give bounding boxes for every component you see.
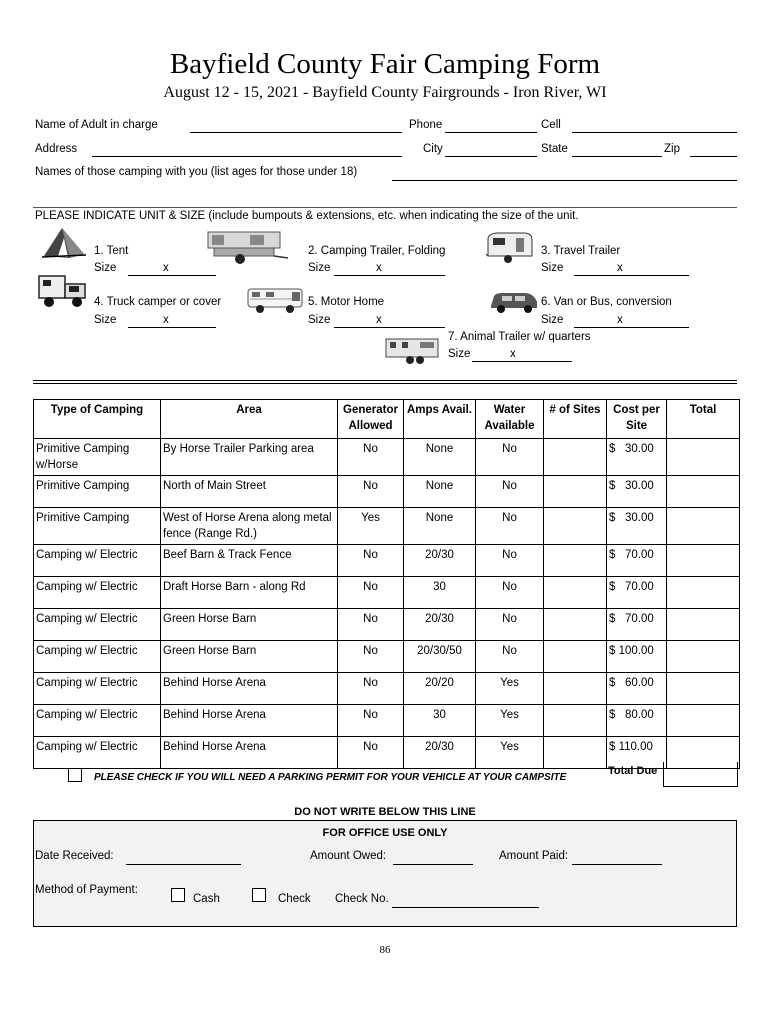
unit-2-label: 2. Camping Trailer, Folding <box>308 245 446 257</box>
cell-amps: 20/30 <box>404 737 476 769</box>
unit-instruction: PLEASE INDICATE UNIT & SIZE (include bumpouts & extensions, etc. when indicating the size of the unit. <box>35 210 579 222</box>
phone-label: Phone <box>409 119 443 131</box>
cell-generator: No <box>338 705 404 737</box>
form-title: Bayfield County Fair Camping Form <box>169 48 601 80</box>
cell-amps: 20/30/50 <box>404 641 476 673</box>
amount-paid-field[interactable] <box>572 864 662 865</box>
amount-owed-label: Amount Owed: <box>310 850 387 862</box>
check-no-label: Check No. <box>335 893 389 905</box>
cell-sites[interactable] <box>544 641 607 673</box>
table-row <box>34 577 740 609</box>
header-amps: Amps Avail. <box>404 400 476 439</box>
cell-water: Yes <box>476 737 544 769</box>
table-row <box>34 673 740 705</box>
amount-owed-field[interactable] <box>393 864 473 865</box>
cell-sites[interactable] <box>544 439 607 476</box>
unit-7-label: 7. Animal Trailer w/ quarters <box>448 331 591 343</box>
cell-sites[interactable] <box>544 476 607 508</box>
table-header-row <box>34 400 740 439</box>
unit-1-size-label: Size <box>94 262 117 274</box>
table-row <box>34 609 740 641</box>
unit-2-x: x <box>376 262 382 274</box>
do-not-write-label: DO NOT WRITE BELOW THIS LINE <box>294 806 476 818</box>
cell-type: Primitive Camping w/Horse <box>34 439 161 476</box>
method-label: Method of Payment: <box>35 884 138 896</box>
unit-5-size-label: Size <box>308 314 331 326</box>
cell-cost: $ 110.00 <box>607 737 667 769</box>
cell-amps: 20/20 <box>404 673 476 705</box>
address-label: Address <box>35 143 78 155</box>
unit-6-size-label: Size <box>541 314 564 326</box>
cell-total[interactable] <box>667 439 740 476</box>
cell-cost: $ 100.00 <box>607 641 667 673</box>
cell-water: No <box>476 476 544 508</box>
table-row <box>34 476 740 508</box>
cell-generator: No <box>338 545 404 577</box>
header-total: Total <box>667 400 740 439</box>
cell-amps: None <box>404 439 476 476</box>
van-icon <box>488 290 540 314</box>
cell-area: Green Horse Barn <box>161 609 338 641</box>
header-sites: # of Sites <box>544 400 607 439</box>
cell-water: No <box>476 439 544 476</box>
cell-total[interactable] <box>667 545 740 577</box>
cell-water: No <box>476 508 544 545</box>
amount-paid-label: Amount Paid: <box>499 850 569 862</box>
divider <box>33 207 737 208</box>
parking-permit-checkbox[interactable] <box>68 768 82 782</box>
cell-type: Camping w/ Electric <box>34 673 161 705</box>
cell-total[interactable] <box>667 476 740 508</box>
name-label: Name of Adult in charge <box>35 119 158 131</box>
cell-cost: $ 70.00 <box>607 609 667 641</box>
cell-total[interactable] <box>667 577 740 609</box>
check-label: Check <box>278 893 311 905</box>
double-rule-bottom <box>33 383 737 384</box>
cell-type: Camping w/ Electric <box>34 737 161 769</box>
animal-trailer-icon <box>382 333 442 365</box>
page-number: 86 <box>379 944 391 956</box>
travel-trailer-icon <box>484 230 536 266</box>
unit-5-label: 5. Motor Home <box>308 296 385 308</box>
cell-cost: $ 30.00 <box>607 508 667 545</box>
table-row <box>34 545 740 577</box>
unit-3-x: x <box>617 262 623 274</box>
cell-area: North of Main Street <box>161 476 338 508</box>
cell-water: Yes <box>476 673 544 705</box>
unit-7-size-label: Size <box>448 348 471 360</box>
cash-checkbox[interactable] <box>171 888 185 902</box>
cell-total[interactable] <box>667 673 740 705</box>
state-label: State <box>541 143 568 155</box>
cell-area: Behind Horse Arena <box>161 673 338 705</box>
cell-type: Primitive Camping <box>34 476 161 508</box>
unit-1-x: x <box>163 262 169 274</box>
cell-area: West of Horse Arena along metal fence (Range Rd.) <box>161 508 338 545</box>
cell-type: Camping w/ Electric <box>34 577 161 609</box>
unit-2-size-field[interactable] <box>334 275 445 276</box>
double-rule-top <box>33 380 737 381</box>
cell-total[interactable] <box>667 508 740 545</box>
table-row <box>34 508 740 545</box>
header-water: Water Available <box>476 400 544 439</box>
cell-label: Cell <box>541 119 561 131</box>
cell-water: No <box>476 641 544 673</box>
cell-generator: No <box>338 476 404 508</box>
cell-area: Draft Horse Barn - along Rd <box>161 577 338 609</box>
parking-permit-label: PLEASE CHECK IF YOU WILL NEED A PARKING PERMIT FOR YOUR VEHICLE AT YOUR CAMPSITE <box>94 772 567 783</box>
cell-amps: None <box>404 476 476 508</box>
cell-cost: $ 80.00 <box>607 705 667 737</box>
zip-label: Zip <box>664 143 680 155</box>
names-field[interactable] <box>392 180 737 181</box>
folding-trailer-icon <box>204 228 290 266</box>
unit-6-x: x <box>617 314 623 326</box>
table-row <box>34 641 740 673</box>
cell-generator: No <box>338 439 404 476</box>
header-area: Area <box>161 400 338 439</box>
cell-cost: $ 30.00 <box>607 476 667 508</box>
cell-sites[interactable] <box>544 673 607 705</box>
cell-generator: No <box>338 641 404 673</box>
date-received-label: Date Received: <box>35 850 114 862</box>
cell-total[interactable] <box>667 609 740 641</box>
cell-sites[interactable] <box>544 508 607 545</box>
total-due-label: Total Due <box>608 765 658 777</box>
cell-water: No <box>476 577 544 609</box>
unit-6-label: 6. Van or Bus, conversion <box>541 296 672 308</box>
unit-1-label: 1. Tent <box>94 245 129 257</box>
city-field[interactable] <box>445 156 537 157</box>
cell-water: No <box>476 545 544 577</box>
header-type: Type of Camping <box>34 400 161 439</box>
unit-4-label: 4. Truck camper or cover <box>94 296 222 308</box>
cell-amps: 30 <box>404 705 476 737</box>
camping-table <box>33 399 740 769</box>
cell-cost: $ 60.00 <box>607 673 667 705</box>
cell-amps: 20/30 <box>404 609 476 641</box>
cell-total[interactable] <box>667 641 740 673</box>
cell-type: Camping w/ Electric <box>34 705 161 737</box>
cell-generator: No <box>338 673 404 705</box>
unit-1-size-field[interactable] <box>128 275 216 276</box>
cell-generator: No <box>338 577 404 609</box>
city-label: City <box>423 143 443 155</box>
cell-type: Camping w/ Electric <box>34 641 161 673</box>
truck-camper-icon <box>36 272 90 310</box>
unit-7-x: x <box>510 348 516 360</box>
tent-icon <box>40 224 88 260</box>
cell-type: Camping w/ Electric <box>34 545 161 577</box>
cell-sites[interactable] <box>544 545 607 577</box>
cell-area: Beef Barn & Track Fence <box>161 545 338 577</box>
unit-4-size-label: Size <box>94 314 117 326</box>
cell-amps: 20/30 <box>404 545 476 577</box>
cell-total[interactable] <box>667 705 740 737</box>
address-field[interactable] <box>92 156 402 157</box>
table-row <box>34 705 740 737</box>
unit-3-size-label: Size <box>541 262 564 274</box>
unit-5-size-field[interactable] <box>334 327 445 328</box>
cell-area: Behind Horse Arena <box>161 705 338 737</box>
check-no-field[interactable] <box>392 907 539 908</box>
form-subtitle: August 12 - 15, 2021 - Bayfield County Fairgrounds - Iron River, WI <box>163 84 607 101</box>
zip-field[interactable] <box>690 156 737 157</box>
cell-cost: $ 30.00 <box>607 439 667 476</box>
office-title: FOR OFFICE USE ONLY <box>322 827 448 839</box>
cell-type: Primitive Camping <box>34 508 161 545</box>
cell-area: Behind Horse Arena <box>161 737 338 769</box>
cell-amps: 30 <box>404 577 476 609</box>
unit-3-label: 3. Travel Trailer <box>541 245 621 257</box>
cell-generator: No <box>338 609 404 641</box>
unit-4-size-field[interactable] <box>128 327 216 328</box>
unit-4-x: x <box>163 314 169 326</box>
cell-area: Green Horse Barn <box>161 641 338 673</box>
cell-amps: None <box>404 508 476 545</box>
date-received-field[interactable] <box>126 864 241 865</box>
cell-water: No <box>476 609 544 641</box>
cell-generator: No <box>338 737 404 769</box>
check-checkbox[interactable] <box>252 888 266 902</box>
phone-field[interactable] <box>445 132 537 133</box>
cell-sites[interactable] <box>544 737 607 769</box>
cash-label: Cash <box>193 893 220 905</box>
cell-field[interactable] <box>572 132 737 133</box>
cell-cost: $ 70.00 <box>607 545 667 577</box>
header-cost: Cost per Site <box>607 400 667 439</box>
cell-area: By Horse Trailer Parking area <box>161 439 338 476</box>
cell-sites[interactable] <box>544 577 607 609</box>
cell-type: Camping w/ Electric <box>34 609 161 641</box>
motor-home-icon <box>244 285 308 315</box>
table-row <box>34 439 740 476</box>
total-due-field[interactable] <box>663 762 738 787</box>
name-field[interactable] <box>190 132 402 133</box>
cell-cost: $ 70.00 <box>607 577 667 609</box>
cell-generator: Yes <box>338 508 404 545</box>
unit-7-size-field[interactable] <box>472 361 572 362</box>
cell-sites[interactable] <box>544 609 607 641</box>
cell-sites[interactable] <box>544 705 607 737</box>
state-field[interactable] <box>572 156 662 157</box>
header-generator: Generator Allowed <box>338 400 404 439</box>
unit-6-size-field[interactable] <box>574 327 689 328</box>
cell-water: Yes <box>476 705 544 737</box>
table-row <box>34 737 740 769</box>
unit-3-size-field[interactable] <box>574 275 689 276</box>
unit-2-size-label: Size <box>308 262 331 274</box>
unit-5-x: x <box>376 314 382 326</box>
names-label: Names of those camping with you (list ages for those under 18) <box>35 166 358 178</box>
